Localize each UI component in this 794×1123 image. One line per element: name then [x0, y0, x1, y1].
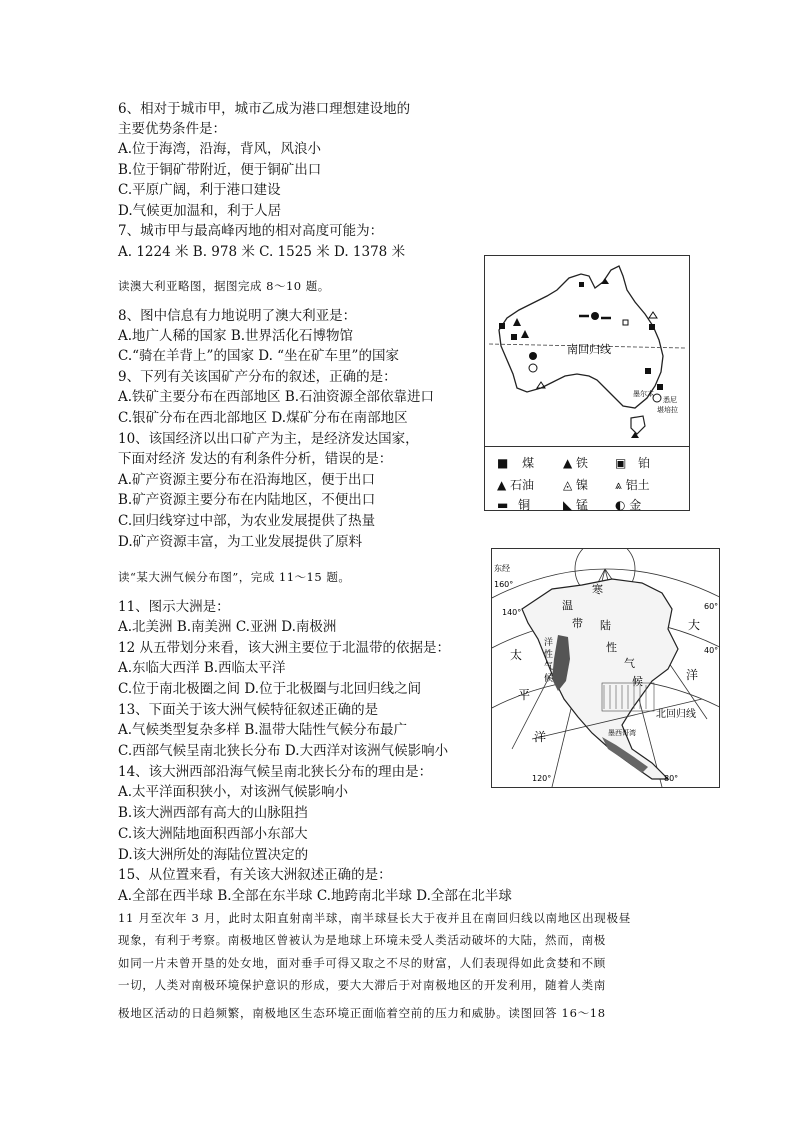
pacific-char-1: 太: [510, 648, 523, 662]
q10-stem-line2: 下面对经济 发达的有利条件分析，错误的是：: [118, 451, 393, 467]
legend-oil: ▲ 石油: [497, 478, 535, 492]
lat-40-label: 40°: [704, 646, 719, 655]
legend-platinum: ▣ 铂: [615, 456, 651, 470]
zone-marine-1: 洋: [544, 638, 554, 648]
zone-temperate-1: 温: [562, 599, 573, 612]
north-america-climate-map: [492, 549, 719, 787]
q6-stem-line1: 6、相对于城市甲，城市乙成为港口理想建设地的: [118, 101, 411, 117]
intro-australia: 读澳大利亚略图，据图完成 8～10 题。: [118, 279, 330, 293]
passage-line-3: 如同一片未曾开垦的处女地，面对垂手可得又取之不尽的财富，人们表现得如此贪婪和不顾: [118, 956, 606, 970]
gulf-label: 墨西哥湾: [608, 729, 636, 737]
q6-stem-line2: 主要优势条件是：: [118, 121, 226, 137]
q10-option-d: D.矿产资源丰富，为工业发展提供了原料: [118, 534, 363, 550]
q14-option-a: A.太平洋面积狭小，对该洲气候影响小: [118, 784, 349, 800]
q15-stem: 15、从位置来看，有关该大洲叙述正确的是：: [118, 867, 392, 883]
legend-bauxite: ⩓ 铝土: [615, 478, 650, 492]
legend-coal: ■ 煤: [497, 456, 535, 470]
q6-option-b: B.位于铜矿带附近，便于铜矿出口: [118, 162, 322, 178]
q6-option-d: D.气候更加温和，利于人居: [118, 203, 282, 219]
zone-marine-4: 候: [544, 674, 554, 684]
q6-option-c: C.平原广阔，利于港口建设: [118, 182, 281, 198]
tasmania: [631, 416, 645, 434]
q12-options-cd: C.位于南北极圈之间 D.位于北极圈与北回归线之间: [118, 681, 422, 697]
q14-stem: 14、该大洲西部沿海气候呈南北狭长分布的理由是：: [118, 764, 433, 780]
q10-option-b: B.矿产资源主要分布在内陆地区，不便出口: [118, 492, 376, 508]
gold-symbol: [653, 394, 661, 402]
q14-option-c: C.该大洲陆地面积西部小东部大: [118, 826, 308, 842]
q14-option-b: B.该大洲西部有高大的山脉阻挡: [118, 805, 308, 821]
coal-symbol: [511, 334, 517, 340]
australia-map-figure: [484, 255, 690, 511]
tropic-label: 北回归线: [656, 709, 696, 720]
legend-iron: ▲ 铁: [563, 456, 589, 470]
q12-stem: 12 从五带划分来看，该大洲主要位于北温带的依据是：: [118, 640, 450, 656]
q8-stem: 8、图中信息有力地说明了澳大利亚是：: [118, 308, 357, 324]
legend-gold: ◐ 金: [615, 498, 642, 512]
zone-cont-1: 陆: [600, 619, 611, 632]
zone-cold: 寒: [592, 583, 603, 596]
gold-symbol: [529, 352, 537, 360]
lon-120-label: 120°: [532, 774, 552, 783]
coal-symbol: [649, 324, 655, 330]
passage-line-1: 11 月至次年 3 月，此时太阳直射南半球，南半球昼长大于夜并且在南回归线以南地区出现极昼: [118, 911, 631, 925]
coal-symbol: [579, 282, 584, 287]
q8-options-ab: A.地广人稀的国家 B.世界活化石博物馆: [118, 328, 354, 344]
atlantic-char-1: 大: [688, 618, 701, 632]
zone-marine-3: 气: [544, 662, 554, 672]
pacific-char-2: 平: [518, 688, 531, 702]
coal-symbol: [499, 323, 505, 329]
legend-copper: ▬ 铜: [497, 498, 531, 512]
tropic-label: 南回归线: [567, 343, 611, 356]
q10-stem-line1: 10、该国经济以出口矿产为主，是经济发达国家，: [118, 431, 419, 447]
q13-options-ab: A.气候类型复杂多样 B.温带大陆性气候分布最广: [118, 722, 408, 738]
q9-options-cd: C.银矿分布在西北部地区 D.煤矿分布在南部地区: [118, 410, 408, 426]
zone-cont-4: 候: [632, 675, 643, 688]
q15-options: A.全部在西半球 B.全部在东半球 C.地跨南北半球 D.全部在北半球: [118, 888, 512, 904]
pacific-char-3: 洋: [534, 730, 547, 744]
q10-option-a: A.矿产资源主要分布在沿海地区，便于出口: [118, 472, 376, 488]
lon-140-label: 140°: [502, 608, 522, 617]
q13-stem: 13、下面关于该大洲气候特征叙述正确的是: [118, 702, 379, 718]
climate-map-figure: [491, 548, 720, 788]
lon-east-label: 东经: [494, 564, 510, 573]
q12-options-ab: A.东临大西洋 B.西临太平洋: [118, 660, 286, 676]
zone-marine-2: 性: [544, 650, 554, 660]
coal-symbol: [657, 384, 663, 390]
passage-line-4: 一切，人类对南极环境保护意识的形成，要大大滞后于对南极地区的开发利用，随着人类南: [118, 978, 606, 992]
q10-option-c: C.回归线穿过中部，为农业发展提供了热量: [118, 513, 376, 529]
q11-stem: 11、图示大洲是：: [118, 599, 230, 615]
q8-options-cd: C.“骑在羊背上”的国家 D. “坐在矿车里”的国家: [118, 348, 399, 364]
q7-options: A. 1224 米 B. 978 米 C. 1525 米 D. 1378 米: [118, 244, 406, 260]
q7-stem: 7、城市甲与最高峰丙地的相对高度可能为：: [118, 223, 384, 239]
legend-nickel: ◬ 镍: [563, 478, 589, 492]
passage-line-2: 现象，有利于考察。南极地区曾被认为是地球上环境未受人类活动破坏的大陆，然而，南极: [118, 933, 606, 947]
gold-symbol: [591, 312, 599, 320]
coal-symbol: [645, 368, 651, 374]
australia-map: [485, 256, 689, 446]
passage-line-5: 极地区活动的日趋频繁，南极地区生态环境正面临着空前的压力和威胁。读图回答 16～18: [118, 1006, 606, 1020]
legend-manganese: ◣ 锰: [563, 498, 589, 512]
intro-climate-map: 读“某大洲气候分布图”，完成 11～15 题。: [118, 570, 351, 584]
bauxite-symbol: [649, 312, 657, 318]
zone-cont-3: 气: [624, 657, 635, 670]
zone-cont-2: 性: [606, 641, 617, 654]
city-canberra: 堪培拉: [657, 406, 678, 414]
lon-80-label: 80°: [664, 774, 679, 783]
atlantic-char-2: 洋: [686, 668, 699, 682]
q6-option-a: A.位于海湾，沿海，背风，风浪小: [118, 141, 322, 157]
q9-options-ab: A.铁矿主要分布在西部地区 B.石油资源全部依靠进口: [118, 389, 435, 405]
q11-options: A.北美洲 B.南美洲 C.亚洲 D.南极洲: [118, 619, 337, 635]
city-melbourne: 墨尔本: [633, 390, 654, 398]
lon-160-label: 160°: [494, 580, 514, 589]
q13-options-cd: C.西部气候呈南北狭长分布 D.大西洋对该洲气候影响小: [118, 743, 449, 759]
q14-option-d: D.该大洲所处的海陆位置决定的: [118, 847, 309, 863]
lat-60-label: 60°: [704, 602, 719, 611]
city-sydney: 悉尼: [663, 396, 677, 404]
q9-stem: 9、下列有关该国矿产分布的叙述，正确的是：: [118, 369, 397, 385]
zone-temperate-2: 带: [572, 617, 583, 630]
